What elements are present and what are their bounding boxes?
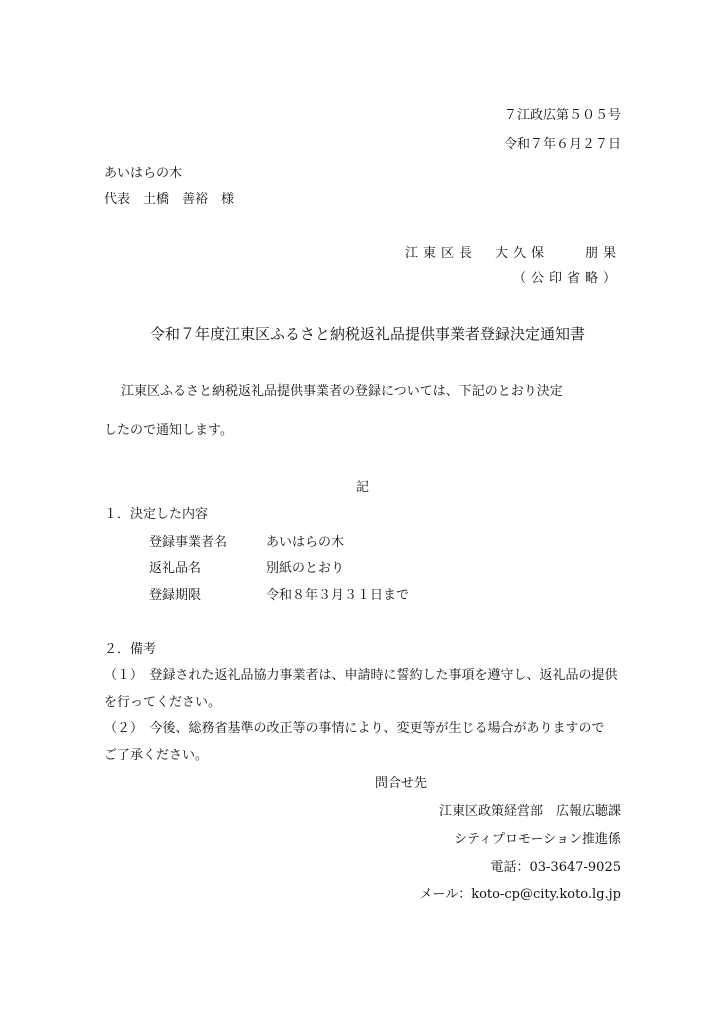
contact-heading: 問合せ先 [375,776,428,791]
document-number: ７江政広第５０５号 [503,108,621,123]
contact-department: 江東区政策経営部 広報広聴課 [438,804,621,819]
contact-email: メール：koto-cp@city.koto.lg.jp [419,887,621,902]
body-line-1: 江東区ふるさと納税返礼品提供事業者の登録については、下記のとおり決定 [121,384,563,399]
note2-line-1: （２） 今後、総務省基準の改正等の事情により、変更等が生じる場合がありますので [104,721,605,736]
row-label-registrant: 登録事業者名 [149,535,228,550]
row-label-gift: 返礼品名 [149,561,202,576]
section2-heading: ２．備考 [104,642,157,657]
sender-name: 江東区長 大久保 朋果 [404,246,621,261]
row-value-gift: 別紙のとおり [266,561,345,576]
note1-line-1: （１） 登録された返礼品協力事業者は、申請時に誓約した事項を遵守し、返礼品の提供 [104,668,618,683]
contact-phone: 電話：03-3647-9025 [490,860,621,875]
document-date: 令和７年６月２７日 [503,137,621,152]
row-label-period: 登録期限 [149,588,202,603]
contact-section: シティプロモーション推進係 [454,832,621,847]
note1-line-2: を行ってください。 [104,695,222,710]
recipient-org: あいはらの木 [104,166,183,181]
recipient-representative: 代表 土橋 善裕 様 [104,192,235,207]
body-line-2: したので通知します。 [104,423,233,438]
ki-marker: 記 [356,480,370,495]
section1-heading: １．決定した内容 [104,507,209,522]
row-value-registrant: あいはらの木 [266,535,345,550]
document-title: 令和７年度江東区ふるさと納税返礼品提供事業者登録決定通知書 [150,325,586,343]
note2-line-2: ご了承ください。 [104,748,209,763]
seal-note: （公印省略） [512,271,621,286]
row-value-period: 令和８年３月３１日まで [266,588,410,603]
